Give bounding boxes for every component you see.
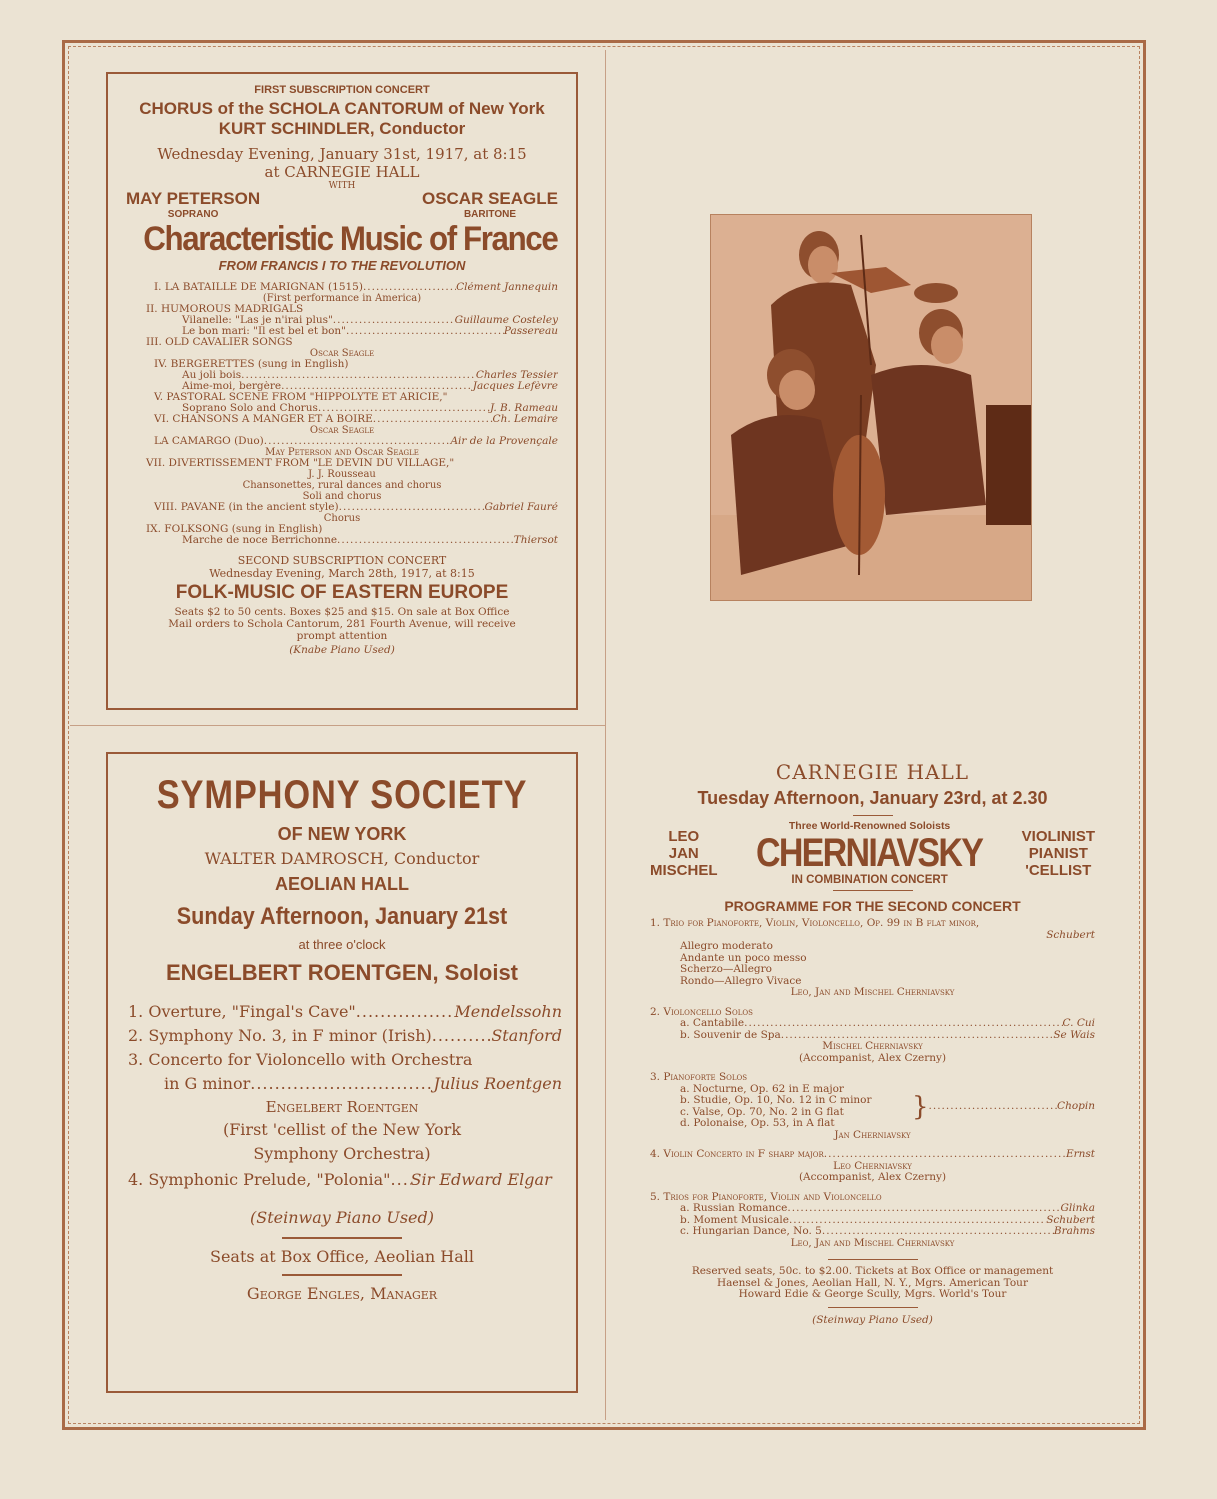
schola-line-16: VII. DIVERTISSEMENT FROM "LE DEVIN DU VILLAGE," (146, 457, 455, 469)
symphony-item-2 (128, 1024, 562, 1048)
schola-programme (126, 282, 558, 546)
symphony-rule-2 (282, 1274, 402, 1276)
schola-line-0-leader (363, 282, 456, 293)
schola-line-8-composer: Charles Tessier (475, 370, 558, 381)
schola-mail: Mail orders to Schola Cantorum, 281 Fourth Avenue, will receive (168, 618, 516, 630)
schola-line-6: Oscar Seagle (309, 348, 375, 359)
symphony-item-3 (128, 1048, 562, 1072)
cherni-s2-item-1-label: b. Souvenir de Spa (680, 1029, 781, 1041)
schola-line-8-leader (241, 370, 476, 381)
schola-line-11-composer: J. B. Rameau (489, 403, 558, 414)
schola-with: WITH (328, 181, 356, 191)
symphony-item-4-label: 4. Symphonic Prelude, "Polonia" (128, 1170, 391, 1189)
schola-line-17: J. J. Rousseau (308, 469, 376, 480)
cherni-s5-item-0-label: a. Russian Romance (680, 1203, 788, 1214)
symphony-conductor: WALTER DAMROSCH, Conductor (204, 849, 480, 868)
voice-baritone: BARITONE (463, 209, 516, 220)
symphony-item-4-leader (250, 1072, 433, 1096)
symphony-programme (122, 1000, 562, 1096)
cherni-combination: IN COMBINATION CONCERT (791, 874, 948, 886)
symphony-item-4-composer: Sir Edward Elgar (410, 1170, 552, 1189)
cherni-s5-item-0 (680, 1203, 1095, 1215)
cherni-s5-items (650, 1203, 1095, 1238)
schola-line-8-label: Au joli bois (182, 370, 242, 381)
schola-line-20 (126, 502, 558, 513)
schola-line-0-composer: Clément Jannequin (456, 282, 558, 293)
schola-line-14-composer: Air de la Provençale (450, 436, 558, 447)
soloist-oscar-seagle: OSCAR SEAGLE (421, 189, 558, 208)
cherni-date: Tuesday Afternoon, January 23rd, at 2.30 (697, 788, 1048, 808)
cherni-s2-title: 2. Violoncello Solos (650, 1005, 753, 1018)
trio-photo-illustration (711, 215, 1032, 601)
cherni-s2-item-0-label: a. Cantabile (680, 1018, 745, 1029)
cherniavsky-ad (650, 760, 1095, 1326)
cherni-s4-composer: Ernst (1065, 1149, 1095, 1160)
second-concert-date: Wednesday Evening, March 28th, 1917, at 8:15 (209, 567, 475, 580)
symphony-item-1-leader (356, 1000, 455, 1024)
cherni-s2-item-1-composer: Se Wais (1053, 1029, 1095, 1041)
schola-line-19: Soli and chorus (302, 491, 382, 502)
schola-venue: at CARNEGIE HALL (264, 163, 420, 181)
symphony-manager: George Engles, Manager (246, 1284, 438, 1303)
cherni-s1-movement-0: Allegro moderato (680, 940, 773, 952)
schola-line-23 (126, 535, 558, 546)
schola-line-14-label: LA CAMARGO (Duo) (154, 436, 264, 447)
cherni-s3-perf: Jan Cherniavsky (834, 1128, 911, 1141)
cherni-s1-movement-3: Rondo—Allegro Vivace (680, 974, 802, 987)
cherni-s5-item-1-leader (789, 1215, 1046, 1227)
schola-line-0-label: I. LA BATAILLE DE MARIGNAN (1515) (154, 282, 363, 293)
schola-line-4-label: Le bon mari: "Il est bel et bon" (182, 326, 347, 337)
schola-line-12-label: VI. CHANSONS À MANGER ET À BOIRE (154, 414, 373, 425)
cherni-s5-item-0-leader (787, 1203, 1060, 1215)
cherni-s5-item-2 (680, 1226, 1095, 1238)
schola-line-5: III. OLD CAVALIER SONGS (146, 336, 293, 348)
cherni-first-names (650, 828, 718, 879)
schola-line-3-composer: Guillaume Costeley (454, 315, 558, 326)
schola-line-21: Chorus (323, 513, 361, 524)
cherni-name: CHERNIAVSKY (756, 831, 983, 875)
schola-heading: FIRST SUBSCRIPTION CONCERT (254, 84, 430, 96)
symphony-item-4 (128, 1072, 562, 1096)
schola-line-15: May Peterson and Oscar Seagle (265, 447, 419, 458)
schola-mail-2: prompt attention (296, 630, 388, 642)
schola-line-11-leader (318, 403, 490, 414)
schola-line-12-leader (373, 414, 493, 425)
cherni-venue: CARNEGIE HALL (775, 760, 970, 784)
cherniavsky-trio-photo (710, 214, 1032, 601)
cherni-s2-item-0-leader (744, 1018, 1062, 1030)
left-column-divider (70, 725, 605, 726)
cherni-s5-item-2-label: c. Hungarian Dance, No. 5 (680, 1226, 822, 1237)
cherni-s2-perf: Mischel Cherniavsky (822, 1040, 923, 1052)
schola-line-0 (126, 282, 558, 293)
schola-piano: (Knabe Piano Used) (289, 644, 395, 656)
instrument-cellist: 'CELLIST (1025, 861, 1092, 879)
cherni-s3-title: 3. Pianoforte Solos (650, 1071, 748, 1083)
schola-line-20-composer: Gabriel Fauré (484, 502, 558, 513)
schola-line-20-leader (339, 502, 485, 513)
schola-line-23-leader (337, 535, 514, 546)
schola-line-3-leader (333, 315, 455, 326)
symphony-item-2-composer: Stanford (491, 1026, 562, 1045)
schola-date: Wednesday Evening, January 31st, 1917, at 8:15 (157, 145, 527, 163)
schola-conductor: KURT SCHINDLER, Conductor (218, 119, 466, 138)
cherni-rule-mid (833, 890, 913, 891)
cherni-s1-composer: Schubert (1046, 928, 1095, 941)
cherni-instruments (1022, 828, 1095, 879)
cherni-programme-title: PROGRAMME FOR THE SECOND CONCERT (724, 898, 1021, 914)
schola-line-4-composer: Passereau (503, 326, 558, 337)
schola-seats: Seats $2 to 50 cents. Boxes $25 and $15. On sale at Box Office (174, 606, 510, 618)
symphony-item-4-label: in G minor (164, 1074, 251, 1093)
cherni-s1-title: 1. Trio for Pianoforte, Violin, Violoncello, Op. 99 in B flat minor, (650, 917, 980, 929)
cherni-s4-label: 4. Violin Concerto in F sharp major (650, 1149, 824, 1160)
cherni-s3-item-2: c. Valse, Op. 70, No. 2 in G flat (680, 1105, 844, 1118)
voice-soprano: SOPRANO (167, 209, 219, 220)
schola-line-23-composer: Thiersot (513, 535, 558, 546)
cherni-s2-items (650, 1018, 1095, 1041)
cherni-s2-item-0-composer: C. Cui (1062, 1018, 1095, 1029)
schola-line-9-composer: Jacques Lefèvre (472, 381, 558, 392)
symphony-soloist-desc: (First 'cellist of the New York Symphony Orchestra) (222, 1120, 462, 1163)
column-divider (605, 50, 606, 1420)
symphony-seats: Seats at Box Office, Aeolian Hall (210, 1247, 474, 1266)
symphony-society-ad (106, 752, 578, 1393)
symphony-soloist: ENGELBERT ROENTGEN, Soloist (165, 960, 519, 985)
cherni-s5-item-0-composer: Glinka (1060, 1203, 1095, 1214)
cherni-rule-top (853, 815, 893, 816)
cherni-s5-item-1 (680, 1215, 1095, 1227)
schola-line-13: Oscar Seagle (309, 425, 375, 436)
schola-line-1: (First performance in America) (262, 293, 422, 304)
cherni-s3-composer: Chopin (1057, 1099, 1095, 1112)
schola-line-11-label: Soprano Solo and Chorus (182, 403, 318, 414)
cherni-s3-items (650, 1084, 910, 1130)
schola-line-10: V. PASTORAL SCENE FROM "HIPPOLYTE ET ARICIE," (154, 391, 448, 403)
symphony-item-2-label: 2. Symphony No. 3, in F minor (Irish) (128, 1026, 432, 1045)
schola-line-7: IV. BERGERETTES (sung in English) (154, 358, 349, 370)
name-leo: LEO (668, 827, 700, 845)
schola-line-14-leader (264, 436, 451, 447)
symphony-venue: AEOLIAN HALL (275, 874, 409, 894)
cherni-s4-acc: (Accompanist, Alex Czerny) (798, 1171, 947, 1183)
cherni-reserved: Reserved seats, 50c. to $2.00. Tickets at Box Office or management (691, 1265, 1054, 1277)
second-concert-title: FOLK-MUSIC OF EASTERN EUROPE (175, 582, 509, 603)
cherni-rule-low (828, 1259, 918, 1260)
schola-line-3-label: Vilanelle: "Las je n'irai plus" (182, 315, 333, 326)
symphony-item-1-composer: Mendelssohn (454, 1002, 562, 1021)
cherni-s3-brace: } (912, 1091, 929, 1122)
cherni-s3-item-0: a. Nocturne, Op. 62 in E major (680, 1082, 844, 1095)
schola-line-2: II. HUMOROUS MADRIGALS (146, 303, 304, 315)
cherni-s1-perf: Leo, Jan and Mischel Cherniavsky (790, 986, 955, 998)
cherni-s3-item-1: b. Studie, Op. 10, No. 12 in C minor (680, 1094, 872, 1106)
schola-line-14 (126, 436, 558, 447)
cherni-piano: (Steinway Piano Used) (812, 1313, 933, 1326)
cherni-s2-acc: (Accompanist, Alex Czerny) (798, 1051, 947, 1064)
cherni-rule-bottom (828, 1307, 918, 1308)
cherni-s5-item-1-composer: Schubert (1046, 1214, 1095, 1226)
symphony-soloist-name: Engelbert Roentgen (265, 1098, 419, 1116)
cherni-mgmt-1: Haensel & Jones, Aeolian Hall, N. Y., Mgrs. American Tour (717, 1276, 1028, 1289)
schola-cantorum-ad (106, 72, 578, 710)
cherni-s1-movement-1: Andante un poco messo (680, 951, 807, 964)
cherni-s2-item-0 (680, 1018, 1095, 1030)
cherni-s5-item-1-label: b. Moment Musicale (680, 1214, 789, 1226)
schola-line-18: Chansonettes, rural dances and chorus (242, 480, 442, 491)
symphony-item-3-label: 3. Concerto for Violoncello with Orchestra (128, 1050, 473, 1069)
schola-line-12 (126, 414, 558, 425)
instrument-pianist: PIANIST (1028, 844, 1088, 862)
symphony-of: OF NEW YORK (277, 824, 407, 844)
schola-line-8 (126, 370, 558, 381)
schola-line-3 (126, 315, 558, 326)
symphony-date: Sunday Afternoon, January 21st (176, 903, 508, 930)
symphony-piano: (Steinway Piano Used) (250, 1208, 434, 1227)
cherni-s5-perf: Leo, Jan and Mischel Cherniavsky (790, 1236, 955, 1249)
symphony-item-4-composer: Julius Roentgen (433, 1074, 562, 1093)
name-jan: JAN (668, 844, 699, 862)
schola-line-23-label: Marche de noce Berrichonne (182, 535, 338, 546)
symphony-item-2-leader (432, 1024, 492, 1048)
schola-line-11 (126, 403, 558, 414)
cherni-tagline: Three World-Renowned Soloists (788, 820, 951, 832)
schola-line-4-leader (346, 326, 504, 337)
schola-title: Characteristic Music of France (143, 220, 558, 258)
symphony-item-1 (128, 1000, 562, 1024)
cherni-mgmt-2: Howard Edie & George Scully, Mgrs. World's Tour (738, 1288, 1007, 1300)
schola-line-22: IX. FOLKSONG (sung in English) (146, 523, 323, 535)
cherni-s4-perf: Leo Cherniavsky (833, 1159, 912, 1172)
schola-line-9-label: Aime-moi, bergère (182, 381, 282, 392)
schola-line-20-label: VIII. PAVANE (in the ancient style) (154, 502, 339, 513)
symphony-title: SYMPHONY SOCIETY (156, 773, 528, 817)
name-mischel: MISCHEL (650, 861, 718, 879)
cherni-s3-item-3: d. Polonaise, Op. 53, in A flat (680, 1117, 835, 1129)
symphony-rule-1 (282, 1237, 402, 1239)
symphony-item-1-label: 1. Overture, "Fingal's Cave" (128, 1002, 356, 1021)
cherni-s5-item-2-composer: Brahms (1053, 1226, 1095, 1237)
soloist-may-peterson: MAY PETERSON (126, 189, 261, 208)
cherni-s5-title: 5. Trios for Pianoforte, Violin and Violoncello (650, 1190, 882, 1203)
instrument-violinist: VIOLINIST (1021, 827, 1095, 845)
second-concert-heading: SECOND SUBSCRIPTION CONCERT (237, 554, 447, 567)
cherni-s5-item-2-leader (822, 1226, 1054, 1238)
cherni-s1-movement-2: Scherzo—Allegro (680, 963, 772, 975)
cherni-s1-movements (650, 941, 1095, 987)
schola-chorus: CHORUS of the SCHOLA CANTORUM of New York (139, 99, 545, 118)
schola-subtitle: FROM FRANCIS I TO THE REVOLUTION (218, 258, 466, 273)
cherni-programme (650, 918, 1095, 1249)
symphony-time: at three o'clock (298, 937, 386, 952)
schola-line-12-composer: Ch. Lemaire (492, 414, 558, 425)
